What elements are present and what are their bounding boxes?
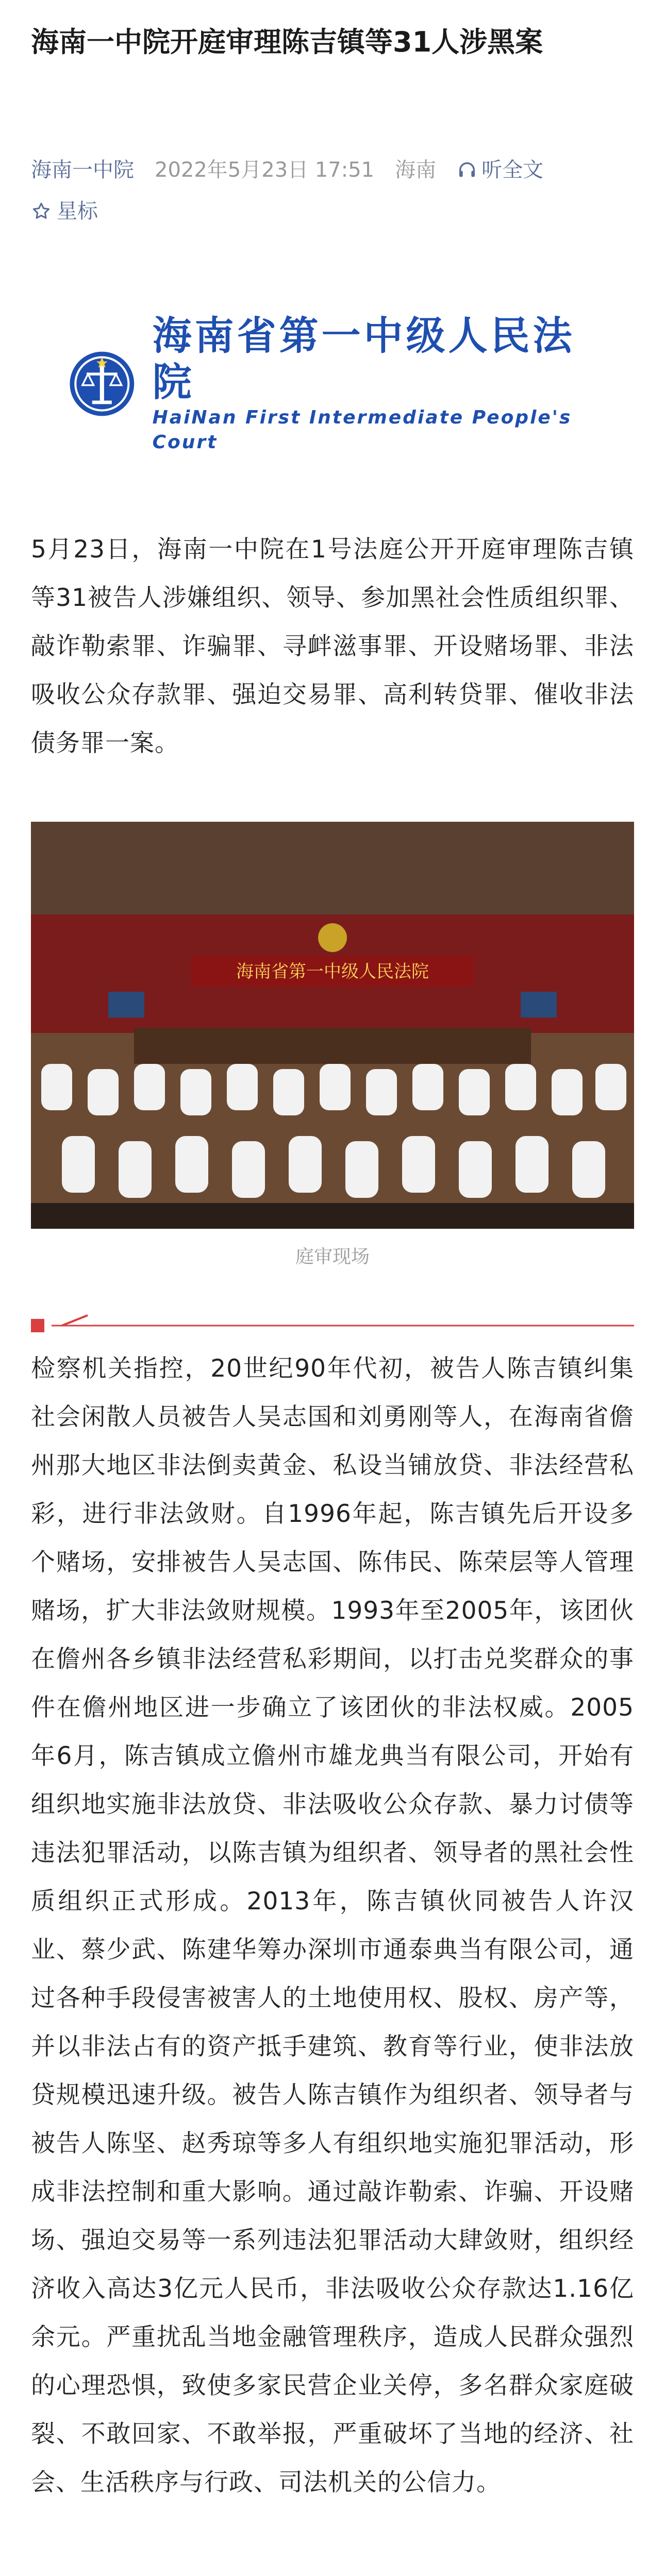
article-meta — [31, 155, 634, 185]
courtroom-photo-1 — [31, 822, 634, 1229]
court-name-cn: 海南省第一中级人民法院 — [152, 313, 575, 405]
court-logo-banner — [67, 313, 598, 453]
listen-label: 听全文 — [481, 158, 544, 182]
publish-datetime: 2022年5月23日 17:51 — [155, 158, 375, 182]
star-button[interactable] — [31, 196, 98, 227]
paragraph-intro: 5月23日，海南一中院在1号法庭公开开庭审理陈吉镇等31被告人涉嫌组织、领导、参加黑社会性质组织罪、敲诈勒索罪、诈骗罪、寻衅滋事罪、开设赌场罪、非法吸收公众存款罪、强迫交易罪、高利转贷罪、催收非法债务罪一案。 — [31, 535, 634, 757]
court-name-en: HaiNan First Intermediate People's Court — [152, 407, 572, 453]
courtroom-banner-text: 海南省第一中级人民法院 — [236, 961, 429, 982]
section-divider — [31, 1306, 634, 1337]
listen-button[interactable] — [457, 155, 543, 185]
star-label: 星标 — [57, 199, 98, 223]
paragraph-charges: 检察机关指控，20世纪90年代初，被告人陈吉镇纠集社会闲散人员被告人吴志国和刘勇刚等人，在海南省儋州那大地区非法倒卖黄金、私设当铺放贷、非法经营私彩，进行非法敛财。自1996年起，陈吉镇先后开设多个赌场，安排被告人吴志国、陈伟民、陈荣层等人管理赌场，扩大非法敛财规模。1993年至2005年，该团伙在儋州各乡镇非法经营私彩期间，以打击兑奖群众的事件在儋州地区进一步确立了该团伙的非法权威。2005年6月，陈吉镇成立儋州市雄龙典当有限公司，开始有组织地实施非法放贷、非法吸收公众存款、暴力讨债等违法犯罪活动，以陈吉镇为组织者、领导者的黑社会性质组织正式形成。2013年，陈吉镇伙同被告人许汉业、蔡少武、陈建华筹办深圳市通泰典当有限公司，通过各种手段侵害被害人的土地使用权、股权、房产等，并以非法占有的资产抵手建筑、教育等行业，使非法放贷规模迅速升级。被告人陈吉镇作为组织者、领导者与被告人陈坚、赵秀琼等多人有组织地实施犯罪活动，形成非法控制和重大影响。通过敲诈勒索、诈骗、开设赌场、强迫交易等一系列违法犯罪活动大肆敛财，组织经济收入高达3亿元人民币，非法吸收公众存款达1.16亿余元。严重扰乱当地金融管理秩序，造成人民群众强烈的心理恐惧，致使多家民营企业关停，多名群众家庭破裂、不敢回家、不敢举报，严重破坏了当地的经济、社会、生活秩序与行政、司法机关的公信力。 — [31, 1354, 634, 2497]
publish-location: 海南 — [395, 158, 437, 182]
star-icon — [31, 201, 52, 222]
article-title: 海南一中院开庭审理陈吉镇等31人涉黑案 — [31, 26, 543, 58]
court-logo-text — [153, 313, 598, 455]
account-name-link[interactable]: 海南一中院 — [31, 158, 134, 182]
headphones-icon — [457, 160, 477, 180]
photo-caption-1: 庭审现场 — [295, 1246, 370, 1267]
court-emblem-icon — [67, 345, 137, 422]
